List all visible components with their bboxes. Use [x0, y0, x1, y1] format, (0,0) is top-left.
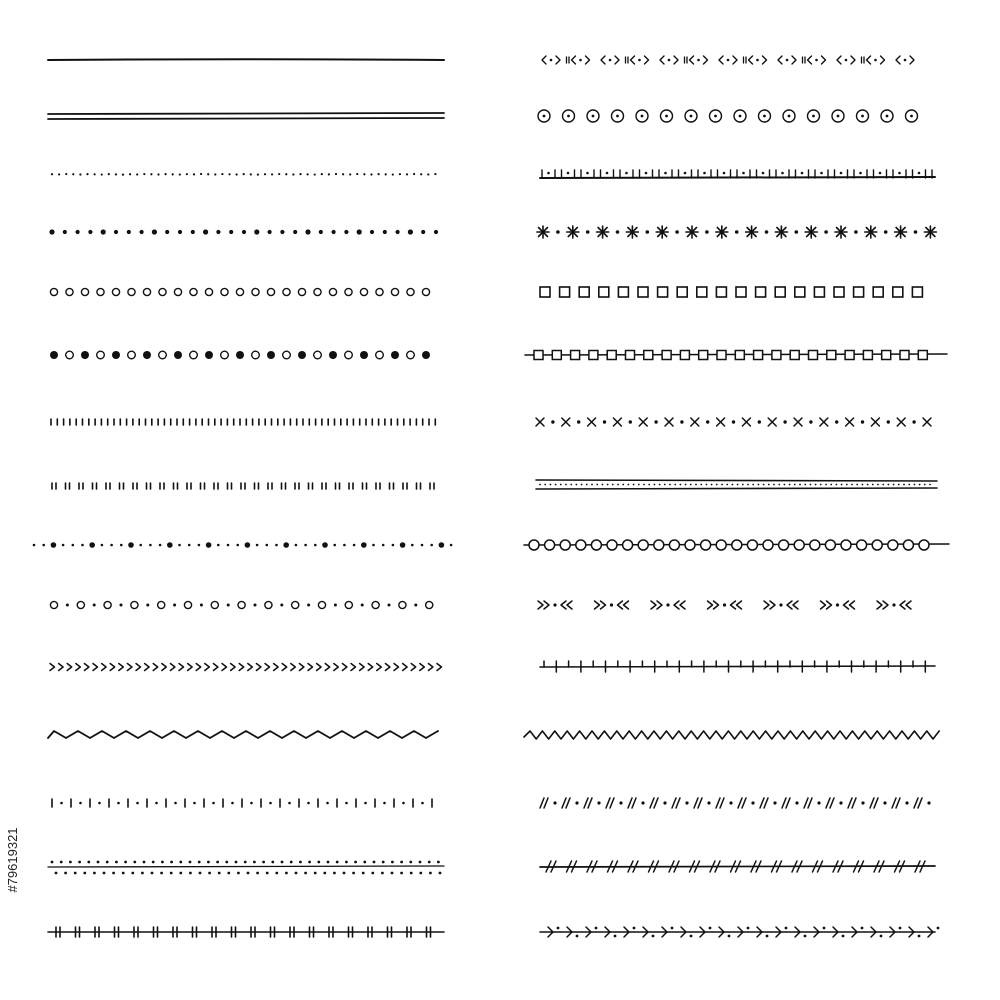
- left-border-dot-dash-mix: [33, 542, 453, 548]
- left-border-single-line: [48, 59, 444, 60]
- left-border-small-circles: [50, 288, 429, 295]
- right-border-asterisks: [537, 226, 936, 238]
- right-border-stitch-ticks: [540, 661, 935, 672]
- image-id-label: #79619321: [5, 827, 20, 893]
- right-border-slash-groups: [540, 798, 931, 808]
- left-border-double-line: [48, 113, 444, 119]
- left-border-tiny-dots: [51, 173, 437, 176]
- left-border-zigzag: [48, 731, 438, 738]
- right-border-arrow-groups: [538, 601, 911, 609]
- right-border-squares-on-line: [525, 351, 947, 360]
- left-border-triple-line-dots: [48, 861, 444, 875]
- left-border-alternating-circles-dots: [50, 351, 430, 359]
- right-border-angle-bracket-dots: [542, 56, 914, 64]
- right-border-crosses-dots: [536, 418, 931, 426]
- left-border-dot-bar: [52, 799, 432, 807]
- left-border-short-ticks: [51, 419, 435, 425]
- right-border-zigzag-small: [524, 731, 939, 739]
- right-border-squares: [540, 287, 922, 297]
- right-border-arrowed-line: [540, 927, 939, 938]
- left-border-dots: [49, 229, 438, 234]
- right-border-comb-ticks-on-line: [540, 170, 935, 178]
- right-border-circles-on-line: [524, 540, 949, 550]
- right-border-ringed-circles: [538, 110, 918, 122]
- left-border-double-slash-on-line: [48, 927, 444, 937]
- right-border-double-line-with-dots: [536, 480, 937, 489]
- left-border-chevron-arrows: [50, 664, 442, 671]
- right-border-slash-underline: [540, 861, 935, 872]
- left-border-double-ticks: [52, 483, 434, 489]
- left-border-circle-dot: [50, 601, 432, 608]
